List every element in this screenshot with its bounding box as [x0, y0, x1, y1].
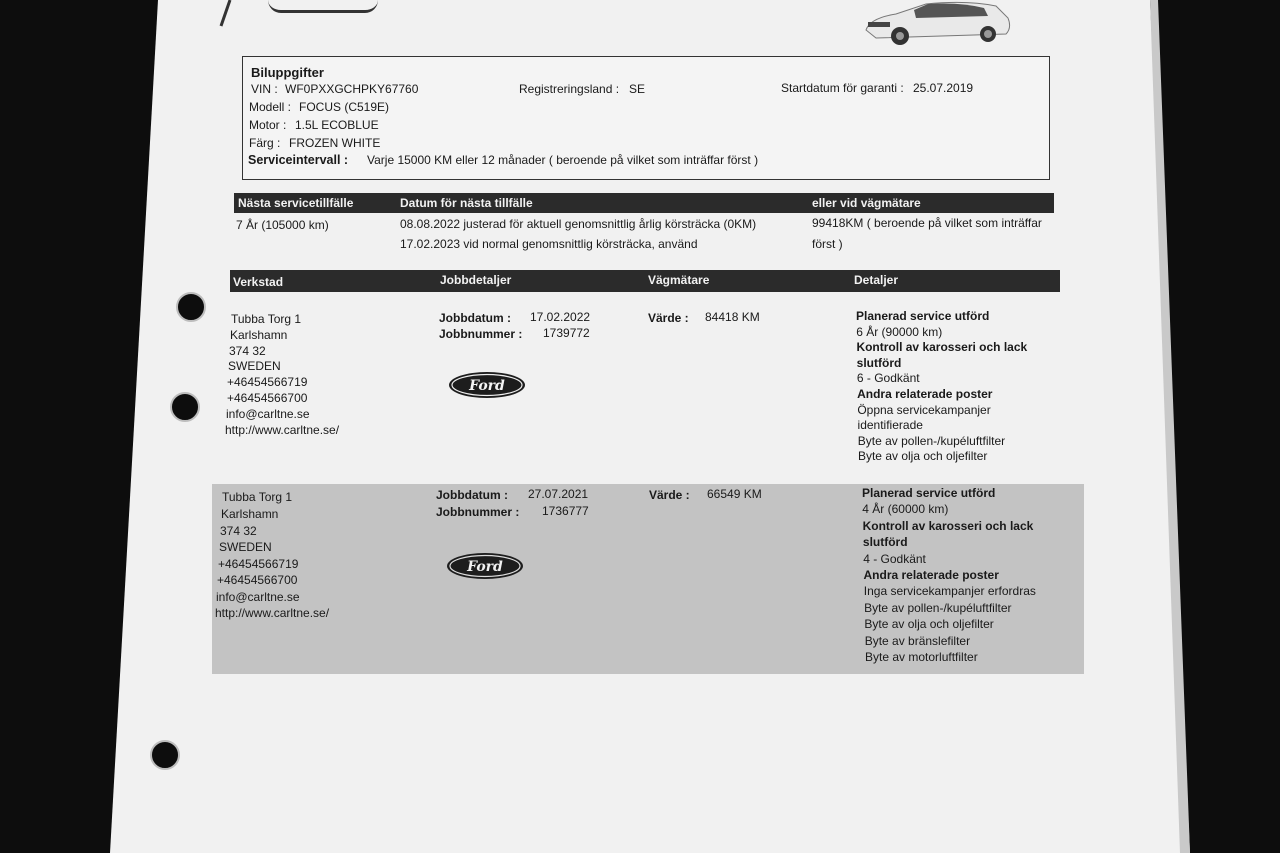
color-label: Färg : [249, 136, 281, 150]
service-detail-line: Planerad service utförd [856, 309, 990, 323]
workshop-postcode: 374 32 [229, 344, 266, 358]
punch-hole [176, 292, 206, 322]
job-number: 1736777 [542, 504, 589, 518]
col-odometer: Vägmätare [648, 273, 710, 287]
next-service-col-occasion: Nästa servicetillfälle [238, 196, 354, 210]
brand-logo-partial [268, 0, 378, 13]
ford-logo [448, 371, 526, 399]
odometer-label: Värde : [649, 488, 690, 502]
vin-value: WF0PXXGCHPKY67760 [285, 82, 419, 96]
color-value: FROZEN WHITE [289, 136, 381, 150]
service-interval-value: Varje 15000 KM eller 12 månader ( beroende på vilket som inträffar först ) [367, 153, 759, 167]
next-service-date-line1: 08.08.2022 justerad för aktuell genomsnittlig årlig körsträcka (0KM) [400, 217, 757, 231]
workshop-address: Tubba Torg 1 [231, 312, 302, 326]
workshop-country: SWEDEN [219, 540, 272, 554]
warranty-start-value: 25.07.2019 [913, 81, 974, 95]
job-date-label: Jobbdatum : [439, 311, 511, 325]
job-number-label: Jobbnummer : [439, 327, 523, 341]
service-detail-line: 6 År (90000 km) [856, 324, 943, 339]
service-detail-line: slutförd [862, 535, 908, 550]
next-service-col-date: Datum för nästa tillfälle [400, 196, 533, 210]
next-service-occasion: 7 År (105000 km) [236, 218, 329, 232]
service-detail-line: Byte av pollen-/kupéluftfilter [864, 600, 1012, 615]
job-date: 17.02.2022 [530, 310, 591, 324]
next-service-header [234, 193, 1054, 213]
odometer-label: Värde : [648, 311, 689, 325]
next-service-col-odometer: eller vid vägmätare [812, 196, 921, 210]
vin-label: VIN : [251, 82, 278, 96]
col-workshop: Verkstad [233, 275, 284, 289]
engine-label: Motor : [249, 118, 287, 132]
ford-logo-text: Ford [469, 378, 505, 394]
job-date-label: Jobbdatum : [436, 488, 508, 502]
workshop-website: http://www.carltne.se/ [215, 606, 330, 620]
odometer-value: 66549 KM [707, 487, 762, 501]
service-detail-line: Öppna servicekampanjer [857, 402, 991, 417]
jobs-table-header [230, 270, 1060, 292]
punch-hole [150, 740, 180, 770]
pen-mark [218, 0, 232, 28]
workshop-fax: +46454566700 [227, 391, 308, 405]
registration-country-label: Registreringsland : [519, 82, 620, 96]
warranty-start-label: Startdatum för garanti : [781, 81, 904, 95]
service-detail-line: Kontroll av karosseri och lack [856, 340, 1028, 355]
next-service-date-line2: 17.02.2023 vid normal genomsnittlig körsträcka, använd [400, 237, 698, 251]
workshop-country: SWEDEN [228, 359, 281, 373]
service-detail-line: 6 - Godkänt [856, 371, 920, 386]
car-image [856, 0, 1016, 46]
ford-logo [446, 552, 524, 580]
workshop-email: info@carltne.se [226, 407, 310, 421]
service-detail-line: Byte av olja och oljefilter [864, 617, 994, 632]
service-detail-line: slutförd [856, 355, 902, 370]
service-detail-line: Kontroll av karosseri och lack [862, 518, 1034, 533]
service-detail-line: identifierade [857, 418, 923, 433]
service-detail-line: 4 - Godkänt [863, 551, 926, 566]
workshop-postcode: 374 32 [220, 524, 257, 538]
service-interval-label: Serviceintervall : [248, 153, 349, 167]
workshop-address: Tubba Torg 1 [222, 490, 293, 504]
service-detail-line: Planerad service utförd [862, 486, 996, 500]
service-detail-line: Byte av olja och oljefilter [857, 449, 988, 464]
col-details: Detaljer [854, 273, 899, 287]
job-number-label: Jobbnummer : [436, 505, 520, 519]
engine-value: 1.5L ECOBLUE [295, 118, 379, 132]
model-value: FOCUS (C519E) [299, 100, 390, 114]
workshop-city: Karlshamn [230, 328, 288, 342]
service-detail-line: Andra relaterade poster [863, 568, 999, 582]
workshop-email: info@carltne.se [216, 590, 300, 604]
col-job-details: Jobbdetaljer [440, 273, 512, 287]
service-detail-line: Inga servicekampanjer erfordras [863, 584, 1036, 599]
next-service-odometer-line2: först ) [812, 237, 843, 251]
workshop-website: http://www.carltne.se/ [225, 423, 340, 437]
job-date: 27.07.2021 [528, 487, 589, 501]
service-detail-line: Byte av motorluftfilter [865, 650, 978, 664]
ford-logo-text: Ford [467, 559, 503, 575]
registration-country-value: SE [629, 82, 646, 96]
next-service-odometer-line1: 99418KM ( beroende på vilket som inträffar [812, 216, 1042, 230]
workshop-phone: +46454566719 [227, 375, 308, 389]
vehicle-info-title: Biluppgifter [251, 65, 324, 80]
job-number: 1739772 [543, 326, 590, 340]
service-detail-line: Byte av bränslefilter [864, 633, 971, 648]
vehicle-info-box [242, 56, 1050, 180]
workshop-fax: +46454566700 [217, 573, 298, 587]
service-detail-line: Byte av pollen-/kupéluftfilter [857, 433, 1006, 448]
workshop-city: Karlshamn [221, 507, 279, 521]
service-detail-line: Andra relaterade poster [857, 387, 993, 401]
punch-hole [170, 392, 200, 422]
service-detail-line: 4 År (60000 km) [862, 502, 949, 517]
workshop-phone: +46454566719 [218, 557, 299, 571]
model-label: Modell : [249, 100, 292, 114]
odometer-value: 84418 KM [705, 310, 760, 324]
